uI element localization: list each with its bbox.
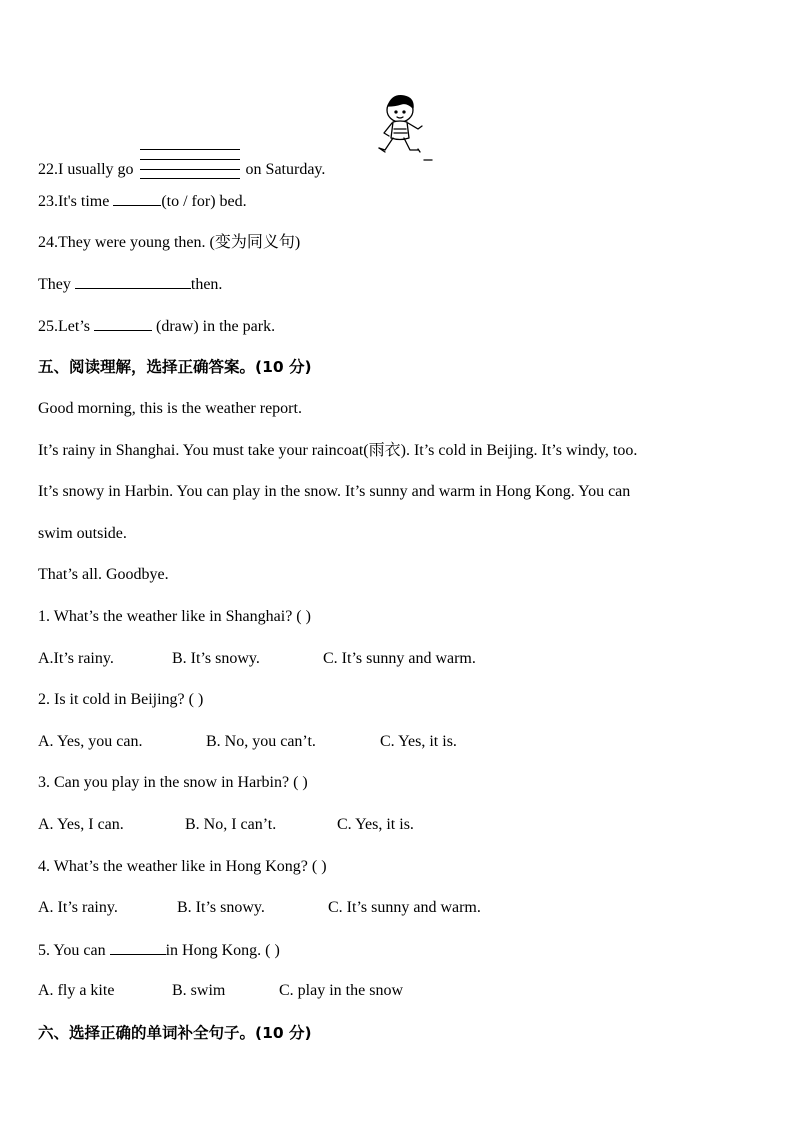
option-a[interactable]: A. Yes, I can. [38, 816, 124, 833]
q22-text-before: 22.I usually go [38, 161, 134, 178]
option-a[interactable]: A. fly a kite [38, 982, 115, 999]
passage-line-5: That’s all. Goodbye. [38, 566, 169, 583]
option-b[interactable]: B. It’s snowy. [172, 650, 260, 667]
answer-blank[interactable] [75, 274, 191, 289]
reading-options-1 [38, 649, 476, 669]
q23-text-before: 23.It's time [38, 193, 110, 210]
answer-blank[interactable] [110, 940, 166, 955]
question-24-line2 [38, 274, 222, 295]
reading-question-1: 1. What’s the weather like in Shanghai? ( ) [38, 608, 311, 625]
q24-line2-before: They [38, 276, 71, 293]
passage-line-1: Good morning, this is the weather report. [38, 400, 302, 417]
option-a[interactable]: A.It’s rainy. [38, 650, 114, 667]
reading-options-4 [38, 898, 481, 918]
q5-text-before: 5. You can [38, 942, 106, 959]
answer-blank[interactable] [113, 191, 161, 206]
option-c[interactable]: C. It’s sunny and warm. [323, 650, 476, 667]
q25-text-before: 25.Let’s [38, 318, 90, 335]
triple-answer-lines[interactable] [140, 148, 240, 178]
option-a[interactable]: A. It’s rainy. [38, 899, 118, 916]
reading-question-5 [38, 940, 280, 961]
option-b[interactable]: B. It’s snowy. [177, 899, 265, 916]
reading-question-2: 2. Is it cold in Beijing? ( ) [38, 691, 204, 708]
section-5-heading: 五、阅读理解，选择正确答案。(10 分) [38, 358, 312, 376]
option-c[interactable]: C. Yes, it is. [380, 733, 457, 750]
q24-text: 24.They were young then. (变为同义句) [38, 234, 301, 251]
option-c[interactable]: C. play in the snow [279, 982, 403, 999]
running-boy-icon [378, 94, 440, 166]
option-b[interactable]: B. No, you can’t. [206, 733, 316, 750]
answer-blank[interactable] [94, 316, 152, 331]
passage-line-3: It’s snowy in Harbin. You can play in the snow. It’s sunny and warm in Hong Kong. You can [38, 483, 631, 500]
q23-text-after: (to / for) bed. [161, 193, 247, 210]
reading-question-3: 3. Can you play in the snow in Harbin? ( ) [38, 774, 308, 791]
option-b[interactable]: B. swim [172, 982, 226, 999]
passage-line-2: It’s rainy in Shanghai. You must take your raincoat(雨衣). It’s cold in Beijing. It’s windy, too. [38, 442, 638, 459]
option-c[interactable]: C. Yes, it is. [337, 816, 414, 833]
question-22 [38, 148, 325, 180]
q25-text-after: (draw) in the park. [156, 318, 276, 335]
reading-options-3 [38, 815, 414, 835]
section-6-heading: 六、选择正确的单词补全句子。(10 分) [38, 1024, 312, 1042]
option-c[interactable]: C. It’s sunny and warm. [328, 899, 481, 916]
passage-line-4: swim outside. [38, 525, 127, 542]
reading-options-5 [38, 981, 403, 1001]
q5-text-after: in Hong Kong. ( ) [165, 942, 280, 959]
question-25 [38, 316, 275, 337]
q22-text-after: on Saturday. [245, 161, 326, 178]
option-b[interactable]: B. No, I can’t. [185, 816, 277, 833]
q24-line2-after: then. [190, 276, 223, 293]
question-24 [38, 233, 300, 253]
reading-question-4: 4. What’s the weather like in Hong Kong? ( ) [38, 858, 327, 875]
question-23 [38, 191, 247, 212]
reading-options-2 [38, 732, 457, 752]
option-a[interactable]: A. Yes, you can. [38, 733, 143, 750]
